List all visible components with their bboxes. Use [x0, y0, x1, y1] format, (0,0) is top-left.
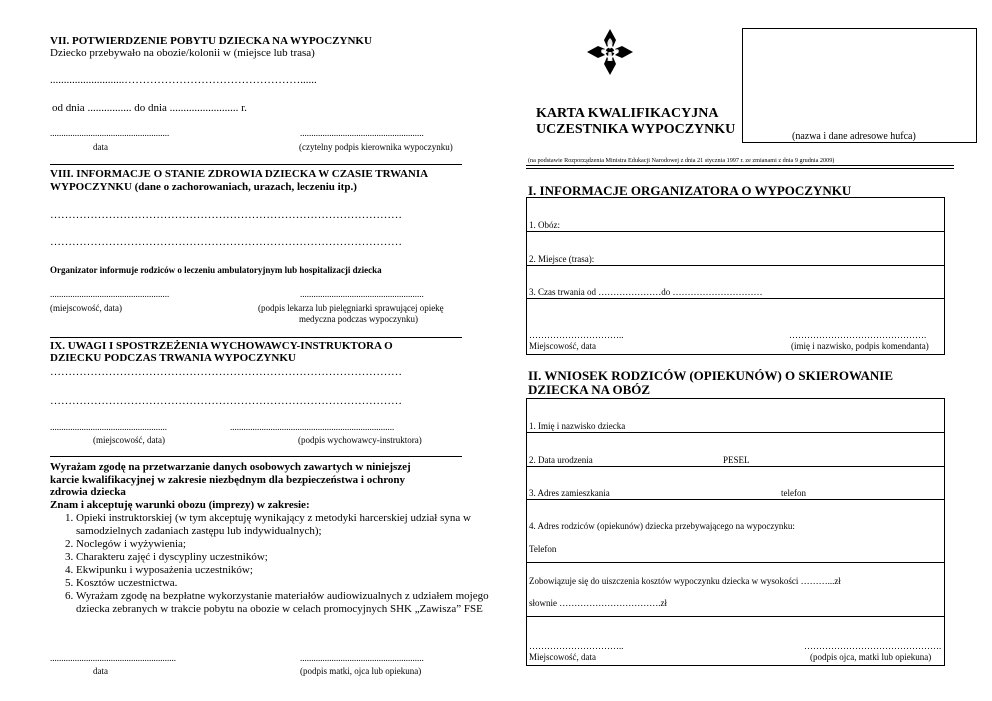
form-title	[536, 106, 735, 138]
section-2-title-line1: II. WNIOSEK RODZICÓW (OPIEKUNÓW) O SKIEROWANIE	[528, 368, 894, 383]
row-divider	[527, 562, 944, 563]
place-field[interactable]: 2. Miejsce (trasa):	[529, 254, 595, 264]
section-9-date-field[interactable]: ....................................................	[50, 422, 167, 432]
commander-signature-field[interactable]: ……………………………………….	[789, 330, 927, 340]
row-divider	[527, 231, 944, 232]
camp-field[interactable]: 1. Obóz:	[529, 220, 560, 230]
consent-date-label: data	[93, 666, 108, 676]
row-divider	[527, 499, 944, 500]
form-title-line1: KARTA KWALIFIKACYJNA	[536, 106, 719, 121]
cost-words-field[interactable]: słownie …………………………….zł	[529, 598, 667, 608]
section-2-table	[526, 398, 945, 666]
legal-basis: (na podstawie Rozporządzenia Ministra Edukacji Narodowej z dnia 21 stycznia 1997 r. ze zmianami z dnia 9 grudnia 2009)	[528, 157, 835, 164]
condition-item: 6. Wyrażam zgodę na bezpłatne wykorzystanie materiałów audiowizualnych z udziałem mojego dziecka zebranych w trakcie pobytu na obozie w celach promocyjnych SHK „Zawisza” FSE	[76, 590, 491, 616]
pesel-field[interactable]: PESEL	[723, 455, 750, 465]
section-8-title-line1: VIII. INFORMACJE O STANIE ZDROWIA DZIECKA W CZASIE TRWANIA	[50, 168, 429, 180]
parent-signature-field[interactable]: ……………………………………….	[804, 641, 942, 651]
section-8-date-label: (miejscowość, data)	[50, 303, 122, 313]
consent-text	[50, 461, 470, 511]
row-divider	[527, 298, 944, 299]
parents-phone-field[interactable]: Telefon	[529, 544, 557, 554]
consent-signature-label: (podpis matki, ojca lub opiekuna)	[300, 666, 422, 676]
section-2-date-field[interactable]: …………………………..	[529, 641, 624, 651]
divider	[50, 164, 462, 165]
section-8-date-field[interactable]: .....................................................	[50, 289, 170, 299]
birth-date-field[interactable]: 2. Data urodzenia	[529, 455, 593, 465]
consent-line-2: karcie kwalifikacyjnej w zakresie niezbędnym dla bezpieczeństwa i ochrony	[50, 473, 406, 486]
parent-signature-label: (podpis ojca, matki lub opiekuna)	[810, 652, 932, 662]
section-8-title-line2: WYPOCZYNKU (dane o zachorowaniach, urazach, leczeniu itp.)	[50, 181, 357, 193]
row-divider	[527, 432, 944, 433]
section-8-field-1[interactable]: ……………………………………………………………………………………	[50, 209, 402, 221]
section-9-field-2[interactable]: ……………………………………………………………………………………	[50, 395, 402, 407]
condition-item: 1. Opieki instruktorskiej (w tym akceptuję wynikający z metodyki harcerskiej udział syna w samodzielnych zadaniach zastępu lub indywidualnych);	[76, 512, 491, 538]
scout-cross-icon	[586, 28, 634, 76]
consent-line-1: Wyrażam zgodę na przetwarzanie danych osobowych zawartych w niniejszej	[50, 461, 411, 473]
row-divider	[527, 466, 944, 467]
divider	[50, 456, 462, 457]
consent-signature-field[interactable]: .......................................................	[300, 653, 424, 663]
section-8-signature-field[interactable]: .......................................................	[300, 289, 424, 299]
divider	[50, 337, 462, 338]
conditions-list	[36, 512, 491, 616]
section-8-field-2[interactable]: ……………………………………………………………………………………	[50, 236, 402, 248]
divider	[526, 165, 954, 166]
row-divider	[527, 616, 944, 617]
form-title-line2: UCZESTNIKA WYPOCZYNKU	[536, 122, 736, 137]
section-9-title-line2: DZIECKU PODCZAS TRWANIA WYPOCZYNKU	[50, 352, 296, 364]
section-9-signature-field[interactable]: .........................................................................	[230, 422, 395, 432]
phone-field[interactable]: telefon	[781, 488, 806, 498]
condition-item: 2. Noclegów i wyżywienia;	[76, 538, 491, 551]
section-7-title: VII. POTWIERDZENIE POBYTU DZIECKA NA WYPOCZYNKU	[50, 35, 372, 47]
cost-amount-field[interactable]: Zobowiązuje się do uiszczenia kosztów wypoczynku dziecka w wysokości ………...zł	[529, 576, 841, 586]
section-2-date-label: Miejscowość, data	[529, 652, 596, 662]
child-name-field[interactable]: 1. Imię i nazwisko dziecka	[529, 421, 626, 431]
section-7-signature-field[interactable]: .......................................................	[300, 128, 424, 138]
section-1-table	[526, 197, 945, 355]
section-9-title-line1: IX. UWAGI I SPOSTRZEŻENIA WYCHOWAWCY-INSTRUKTORA O	[50, 340, 393, 352]
section-9-date-label: (miejscowość, data)	[93, 435, 165, 445]
section-8-signature-label-line2: medyczna podczas wypoczynku)	[299, 314, 418, 324]
condition-item: 3. Charakteru zajęć i dyscypliny uczestników;	[76, 551, 491, 564]
consent-line-4: Znam i akceptuję warunki obozu (imprezy) w zakresie:	[50, 498, 310, 511]
section-2-title-line2: DZIECKA NA OBÓZ	[528, 382, 651, 397]
condition-item: 5. Kosztów uczestnictwa.	[76, 577, 491, 590]
consent-date-field[interactable]: ........................................................	[50, 653, 176, 663]
section-7-dates-field[interactable]: od dnia ................ do dnia ......................... r.	[52, 102, 247, 114]
commander-signature-label: (imię i nazwisko, podpis komendanta)	[791, 341, 929, 351]
section-7-date-field[interactable]: .....................................................	[50, 128, 170, 138]
section-7-date-label: data	[93, 142, 108, 152]
address-field[interactable]: 3. Adres zamieszkania	[529, 488, 610, 498]
section-1-date-field[interactable]: …………………………..	[529, 330, 624, 340]
section-8-info: Organizator informuje rodziców o leczeniu ambulatoryjnym lub hospitalizacji dziecka	[50, 265, 382, 275]
section-7-place-field[interactable]: ...........................…………………………………………......	[50, 74, 317, 86]
section-2-title	[528, 369, 893, 397]
consent-line-3: zdrowia dziecka	[50, 486, 126, 498]
section-9-signature-label: (podpis wychowawcy-instruktora)	[298, 435, 422, 445]
hufiec-stamp-box[interactable]	[742, 28, 977, 143]
section-7-text: Dziecko przebywało na obozie/kolonii w (miejsce lub trasa)	[50, 47, 315, 59]
hufiec-label: (nazwa i dane adresowe hufca)	[792, 131, 916, 142]
row-divider	[527, 265, 944, 266]
section-8-signature-label-line1: (podpis lekarza lub pielęgniarki sprawującej opiekę	[258, 303, 444, 313]
condition-item: 4. Ekwipunku i wyposażenia uczestników;	[76, 564, 491, 577]
duration-field[interactable]: 3. Czas trwania od …………………do …………………………	[529, 287, 763, 297]
section-1-date-label: Miejscowość, data	[529, 341, 596, 351]
parents-address-field[interactable]: 4. Adres rodziców (opiekunów) dziecka przebywającego na wypoczynku:	[529, 521, 795, 531]
divider	[526, 168, 954, 169]
section-7-signature-label: (czytelny podpis kierownika wypoczynku)	[299, 142, 453, 152]
section-1-title: I. INFORMACJE ORGANIZATORA O WYPOCZYNKU	[528, 183, 852, 198]
section-9-field-1[interactable]: ……………………………………………………………………………………	[50, 366, 402, 378]
